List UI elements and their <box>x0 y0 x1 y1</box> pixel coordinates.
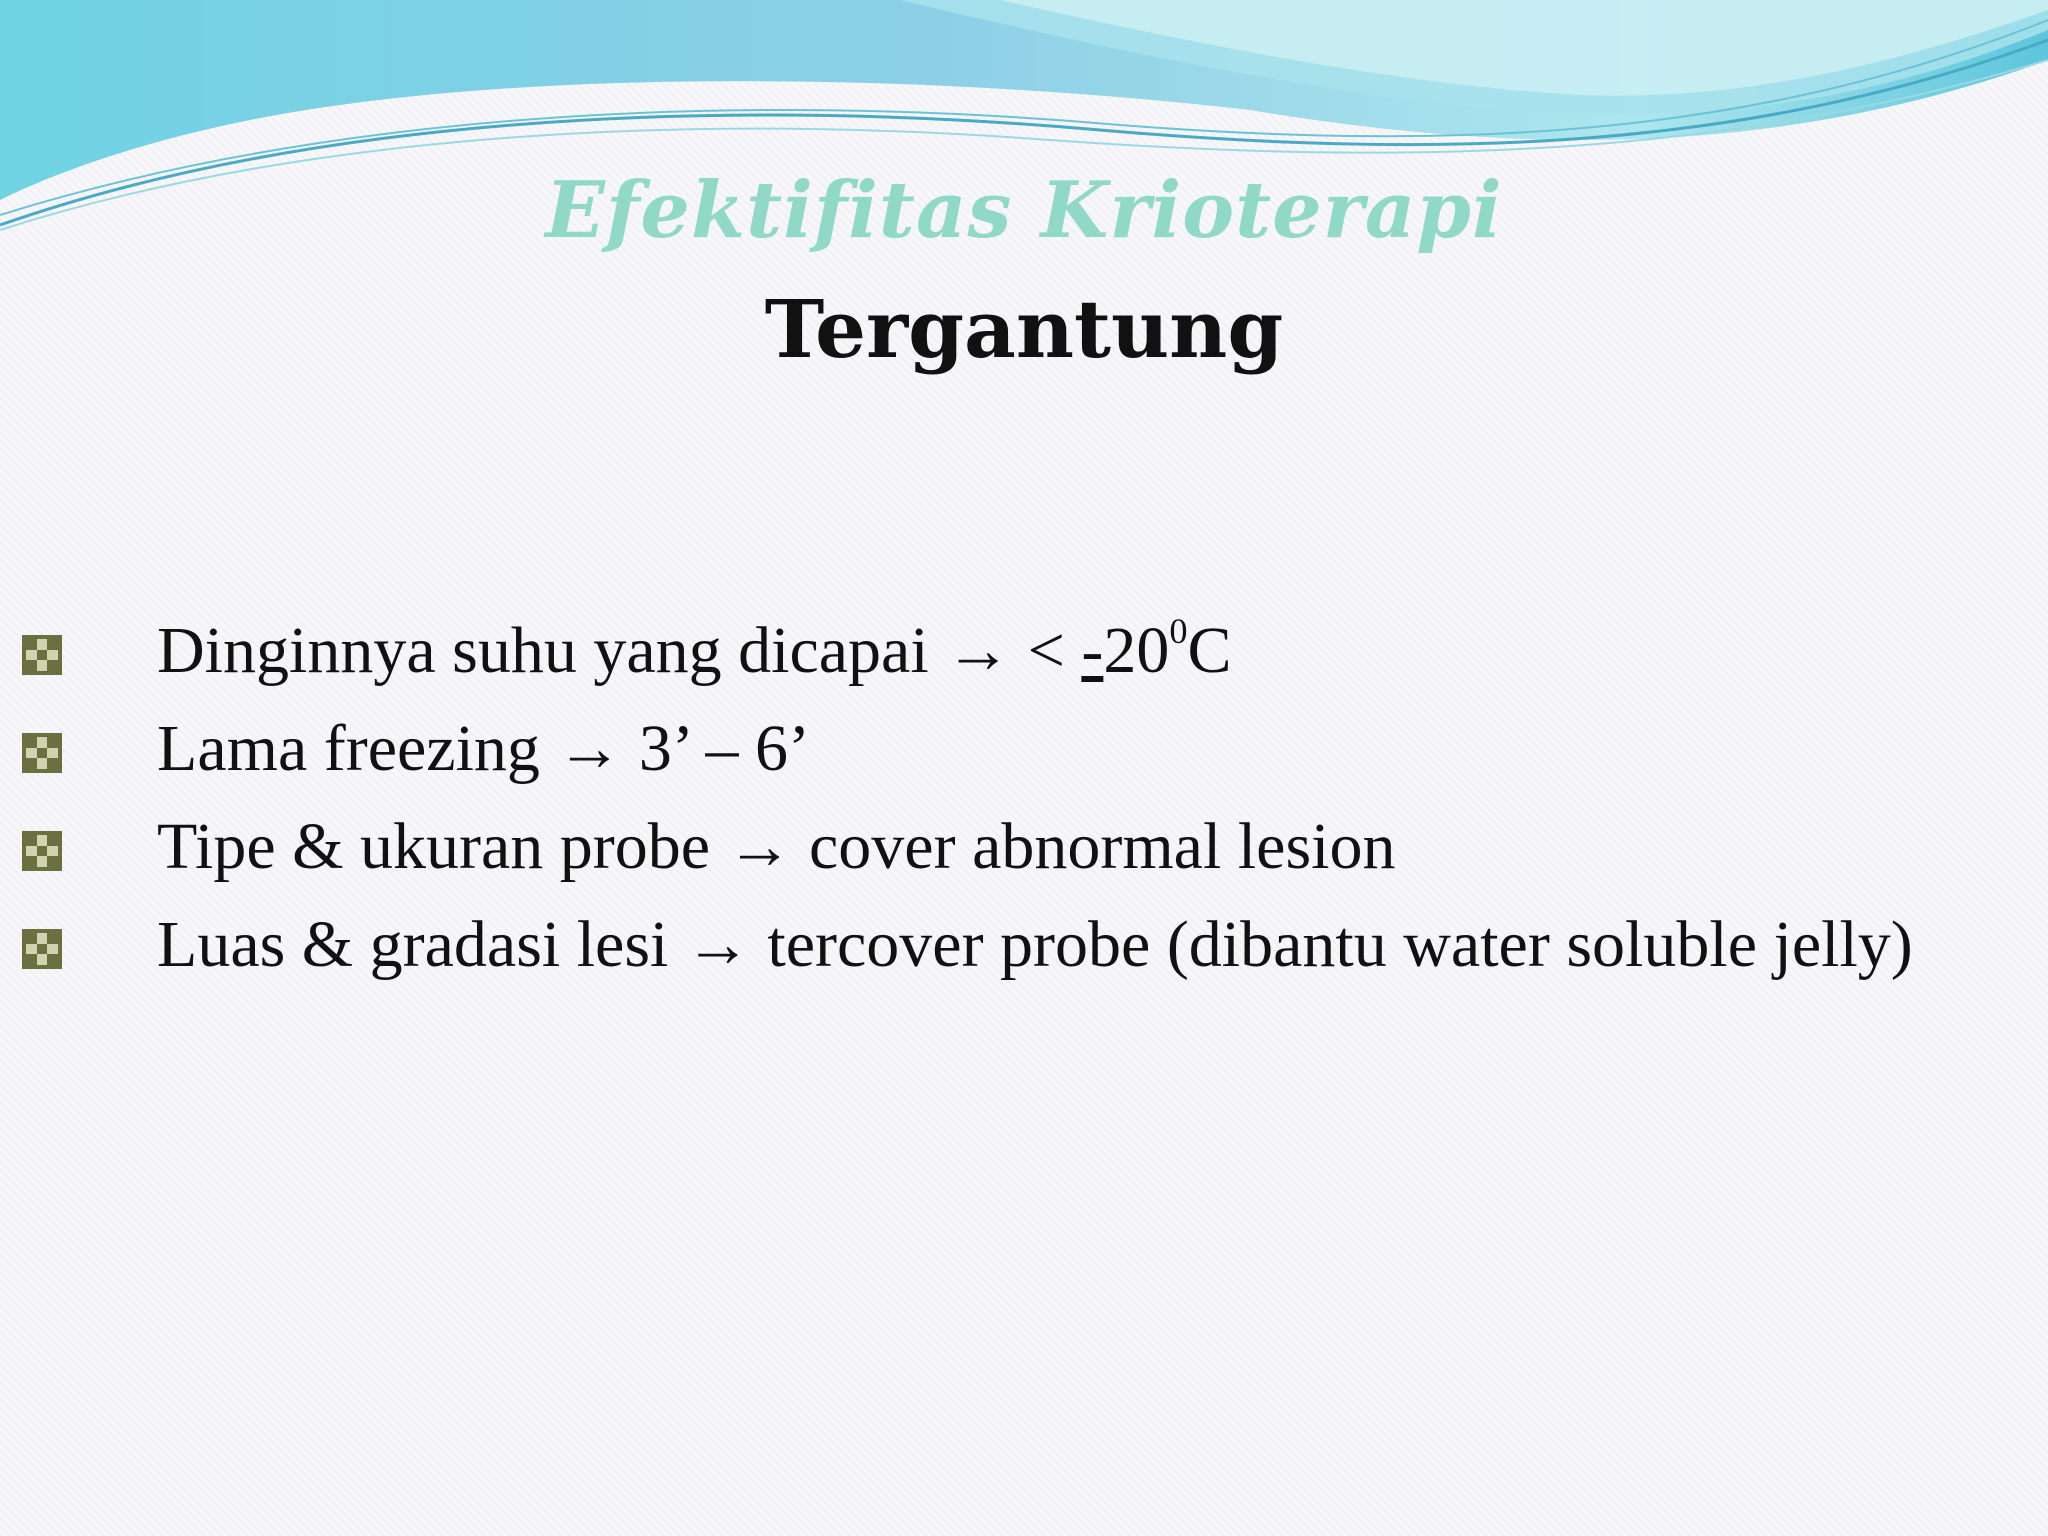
square-cross-bullet-icon <box>22 929 62 969</box>
square-cross-bullet-icon <box>22 635 62 675</box>
bullet-item-temperature <box>0 610 2048 692</box>
bullet-text: Luas & gradasi lesi → tercover probe (dibantu water soluble jelly) <box>157 908 1913 981</box>
temperature-value: 20 <box>1103 614 1170 687</box>
bullet-text: Lama freezing → 3’ – 6’ <box>157 712 810 785</box>
slide-subtitle: Tergantung <box>764 282 1284 376</box>
bullet-text: Dinginnya suhu yang dicapai → < <box>157 614 1082 687</box>
degree-superscript: 0 <box>1169 610 1188 651</box>
bullet-text: Tipe & ukuran probe → cover abnormal lesion <box>157 810 1396 883</box>
temperature-unit: C <box>1187 614 1232 687</box>
minus-sign: - <box>1081 614 1104 687</box>
bullet-item-freezing-time <box>0 708 2048 790</box>
slide-title: Efektifitas Krioterapi <box>545 165 1503 256</box>
square-cross-bullet-icon <box>22 831 62 871</box>
bullet-item-lesion-size <box>0 904 2048 986</box>
bullet-item-probe-type <box>0 806 2048 888</box>
square-cross-bullet-icon <box>22 733 62 773</box>
bullet-list <box>0 610 2048 1002</box>
